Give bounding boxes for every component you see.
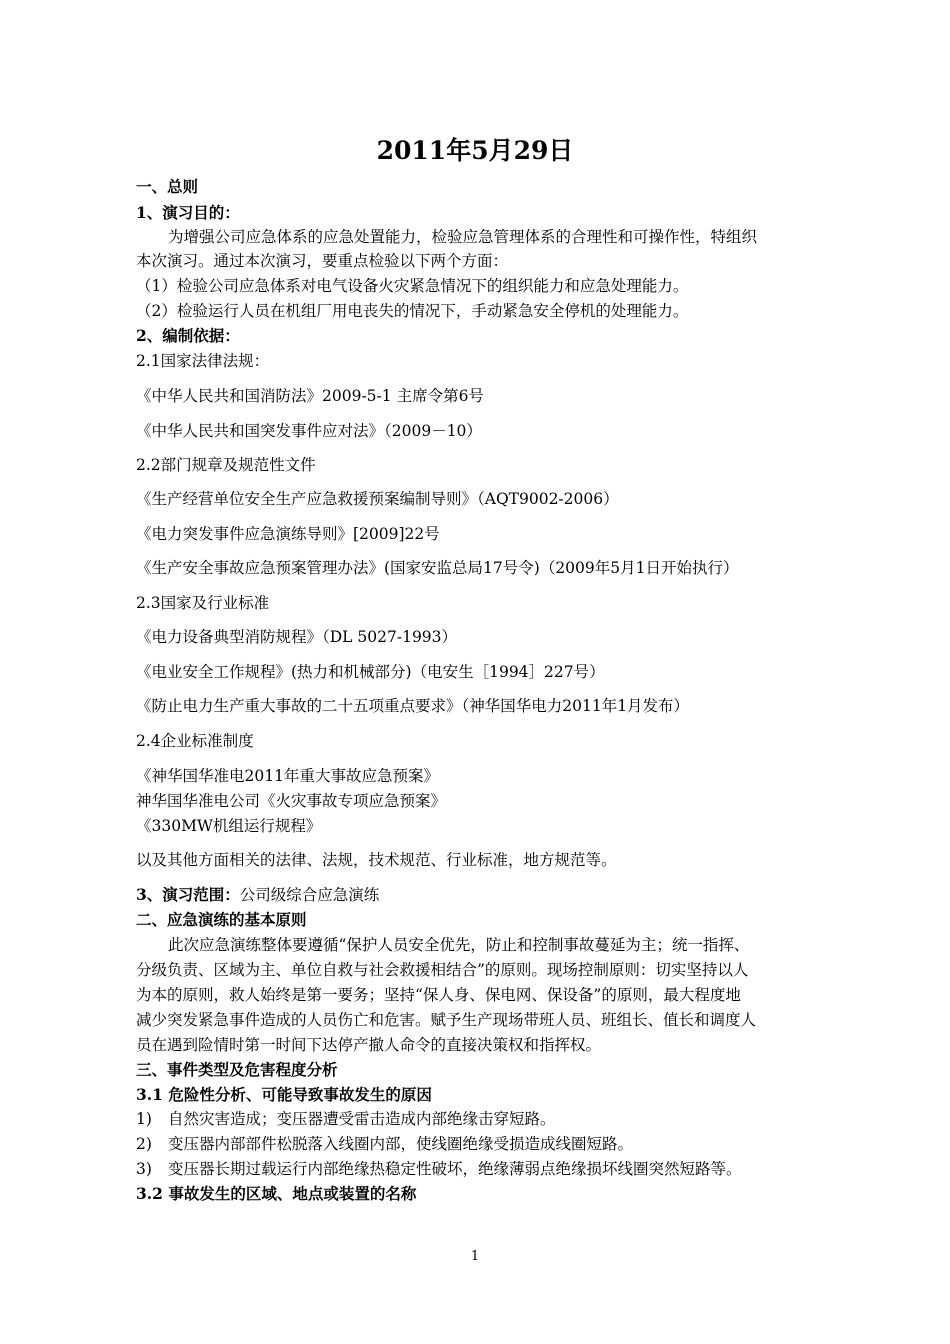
- list-text: 自然灾害造成；变压器遭受雷击造成内部绝缘击穿短路。: [168, 1110, 556, 1128]
- document-title: 2011年5月29日: [376, 136, 574, 165]
- list-item: [136, 1158, 742, 1180]
- list-number: 3): [136, 1160, 152, 1178]
- list-number: 2): [136, 1135, 152, 1153]
- reference-item: 《防止电力生产重大事故的二十五项重点要求》（神华国华电力2011年1月发布）: [136, 697, 690, 715]
- reference-item: 《中华人民共和国消防法》2009-5-1 主席令第6号: [136, 387, 484, 405]
- paragraph-line: 2.3国家及行业标准: [136, 594, 270, 612]
- subheading-location: 3.2 事故发生的区域、地点或装置的名称: [136, 1184, 417, 1203]
- paragraph-line: 2.4企业标准制度: [136, 732, 254, 750]
- scope-line: [136, 884, 379, 906]
- reference-item: 《生产经营单位安全生产应急救援预案编制导则》（AQT9002-2006）: [136, 490, 619, 508]
- paragraph-line: 分级负责、区域为主、单位自救与社会救援相结合”的原则。现场控制原则：切实坚持以人: [136, 961, 749, 979]
- paragraph-line: 员在遇到险情时第一时间下达停产撤人命令的直接决策权和指挥权。: [136, 1036, 602, 1054]
- reference-item: 《生产安全事故应急预案管理办法》(国家安监总局17号令)（2009年5月1日开始执行）: [136, 559, 739, 577]
- paragraph-line: 减少突发紧急事件造成的人员伤亡和危害。赋予生产现场带班人员、班组长、值长和调度人: [136, 1011, 757, 1029]
- reference-item: 《电力设备典型消防规程》（DL 5027-1993）: [136, 628, 458, 646]
- paragraph-line: 2.1国家法律法规：: [136, 352, 270, 370]
- paragraph-line: 以及其他方面相关的法律、法规，技术规范、行业标准，地方规范等。: [136, 851, 617, 869]
- scope-value: 公司级综合应急演练: [239, 886, 380, 904]
- reference-item: 《电业安全工作规程》(热力和机械部分)（电安生［1994］227号）: [136, 663, 605, 681]
- section-heading-principles: 二、应急演练的基本原则: [136, 910, 307, 929]
- reference-item: 《神华国华准电2011年重大事故应急预案》: [136, 767, 439, 785]
- paragraph-line: （2）检验运行人员在机组厂用电丧失的情况下，手动紧急安全停机的处理能力。: [136, 302, 689, 320]
- subheading-basis: 2、编制依据：: [136, 326, 240, 345]
- subheading-risk: 3.1 危险性分析、可能导致事故发生的原因: [136, 1085, 432, 1104]
- section-heading-general: 一、总则: [136, 177, 199, 196]
- page-number: 1: [470, 1249, 480, 1264]
- list-item: [136, 1108, 556, 1130]
- reference-item: 《330MW机组运行规程》: [136, 817, 322, 835]
- subheading-purpose: 1、演习目的：: [136, 203, 240, 222]
- reference-item: 《电力突发事件应急演练导则》[2009]22号: [136, 525, 440, 543]
- list-text: 变压器长期过载运行内部绝缘热稳定性破坏，绝缘薄弱点绝缘损坏线圈突然短路等。: [168, 1160, 742, 1178]
- list-item: [136, 1133, 633, 1155]
- list-number: 1): [136, 1110, 152, 1128]
- paragraph-line: 为增强公司应急体系的应急处置能力，检验应急管理体系的合理性和可操作性，特组织: [168, 228, 758, 246]
- paragraph-line: 2.2部门规章及规范性文件: [136, 456, 316, 474]
- paragraph-line: 本次演习。通过本次演习，要重点检验以下两个方面：: [136, 252, 509, 270]
- reference-item: 《中华人民共和国突发事件应对法》（2009－10）: [136, 422, 482, 440]
- paragraph-line: 此次应急演练整体要遵循“保护人员安全优先，防止和控制事故蔓延为主；统一指挥、: [168, 936, 750, 954]
- paragraph-line: 为本的原则，救人始终是第一要务；坚持“保人身、保电网、保设备”的原则，最大程度地: [136, 986, 741, 1004]
- list-text: 变压器内部部件松脱落入线圈内部，使线圈绝缘受损造成线圈短路。: [168, 1135, 634, 1153]
- paragraph-line: （1）检验公司应急体系对电气设备火灾紧急情况下的组织能力和应急处理能力。: [136, 277, 689, 295]
- reference-item: 神华国华准电公司《火灾事故专项应急预案》: [136, 792, 447, 810]
- scope-label: 3、演习范围：: [136, 885, 240, 904]
- section-heading-analysis: 三、事件类型及危害程度分析: [136, 1060, 338, 1079]
